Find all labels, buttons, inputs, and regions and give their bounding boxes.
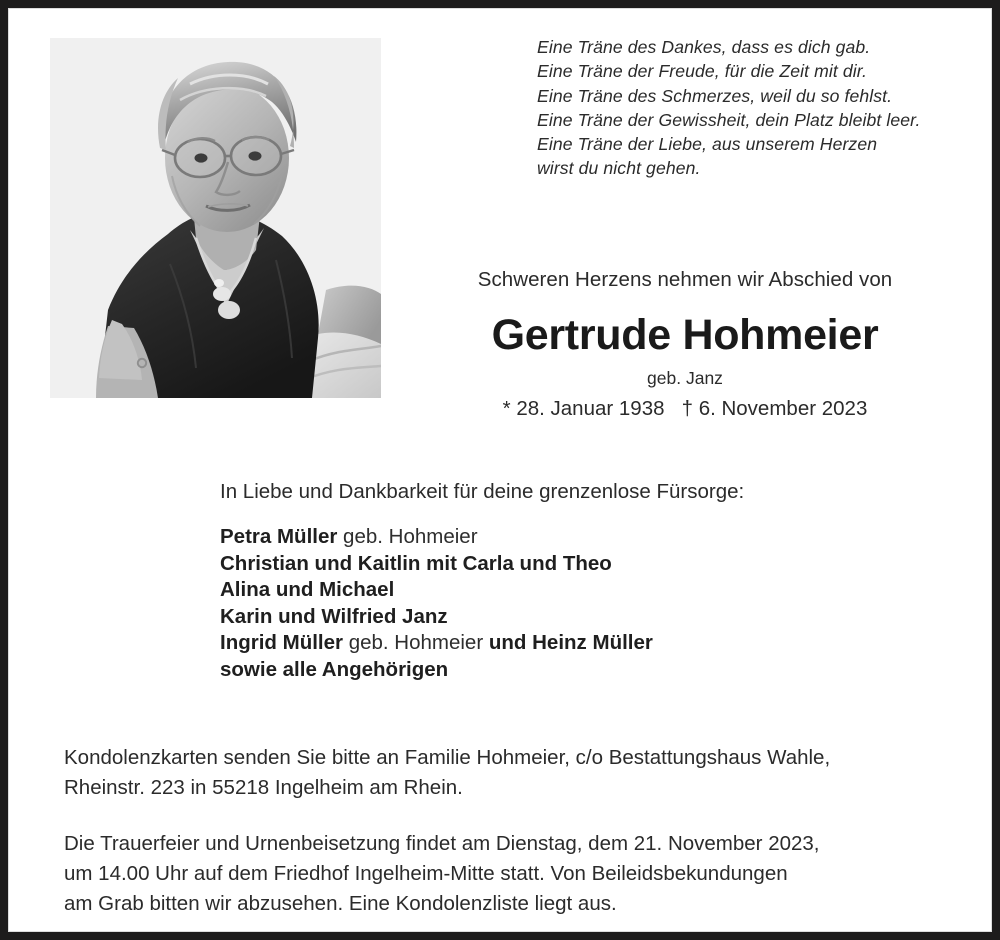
family-name: Petra Müller xyxy=(220,525,338,548)
poem-line: Eine Träne des Dankes, dass es dich gab. xyxy=(537,37,871,57)
family-name-line xyxy=(220,657,920,684)
deceased-name: Gertrude Hohmeier xyxy=(491,311,879,359)
closing-notes xyxy=(64,743,944,919)
poem-line: wirst du nicht gehen. xyxy=(537,158,701,179)
poem-line: Eine Träne der Freude, für die Zeit mit dir. xyxy=(537,61,868,82)
family-name: sowie alle Angehörigen xyxy=(220,657,449,681)
note-line: Kondolenzkarten senden Sie bitte an Familie Hohmeier, c/o Bestattungshaus Wahle, xyxy=(64,746,831,769)
family-name: Ingrid Müller xyxy=(220,631,343,655)
family-name-line xyxy=(220,551,920,578)
dedication-text: In Liebe und Dankbarkeit für deine grenzenlose Fürsorge: xyxy=(220,480,745,503)
maiden-name: geb. Janz xyxy=(647,368,723,388)
family-name-suffix: geb. Hohmeier xyxy=(337,525,478,548)
family-name-line xyxy=(220,604,920,631)
obituary-card-inner xyxy=(8,8,992,932)
portrait-photo xyxy=(50,38,381,398)
life-dates: * 28. Januar 1938 † 6. November 2023 xyxy=(502,397,868,420)
poem-line: Eine Träne der Gewissheit, dein Platz bleibt leer. xyxy=(537,109,921,130)
note-line: am Grab bitten wir abzusehen. Eine Kondolenzliste liegt aus. xyxy=(64,892,617,915)
note-paragraph xyxy=(64,743,944,803)
note-line: Rheinstr. 223 in 55218 Ingelheim am Rhein. xyxy=(64,776,463,799)
family-name-line xyxy=(220,630,920,657)
announcement-intro: Schweren Herzens nehmen wir Abschied von xyxy=(477,268,893,291)
poem-line: Eine Träne der Liebe, aus unserem Herzen xyxy=(537,134,878,155)
family-name-suffix: geb. Hohmeier xyxy=(343,631,489,655)
announcement-block xyxy=(401,267,969,422)
family-name-line xyxy=(220,524,920,551)
family-name-line xyxy=(220,577,920,604)
poem-line: Eine Träne des Schmerzes, weil du so fehlst. xyxy=(537,85,893,106)
family-block xyxy=(220,479,920,684)
family-name: Karin und Wilfried Janz xyxy=(220,604,448,628)
family-name: Alina und Michael xyxy=(220,578,395,602)
family-name: Christian und Kaitlin mit Carla und Theo xyxy=(220,551,612,575)
family-name-list xyxy=(220,524,920,684)
note-line: Die Trauerfeier und Urnenbeisetzung findet am Dienstag, dem 21. November 2023, xyxy=(64,832,820,855)
note-line: um 14.00 Uhr auf dem Friedhof Ingelheim-Mitte statt. Von Beileidsbekundungen xyxy=(64,862,788,885)
family-name: und Heinz Müller xyxy=(488,631,653,655)
memorial-poem xyxy=(537,35,977,181)
note-paragraph xyxy=(64,829,944,919)
